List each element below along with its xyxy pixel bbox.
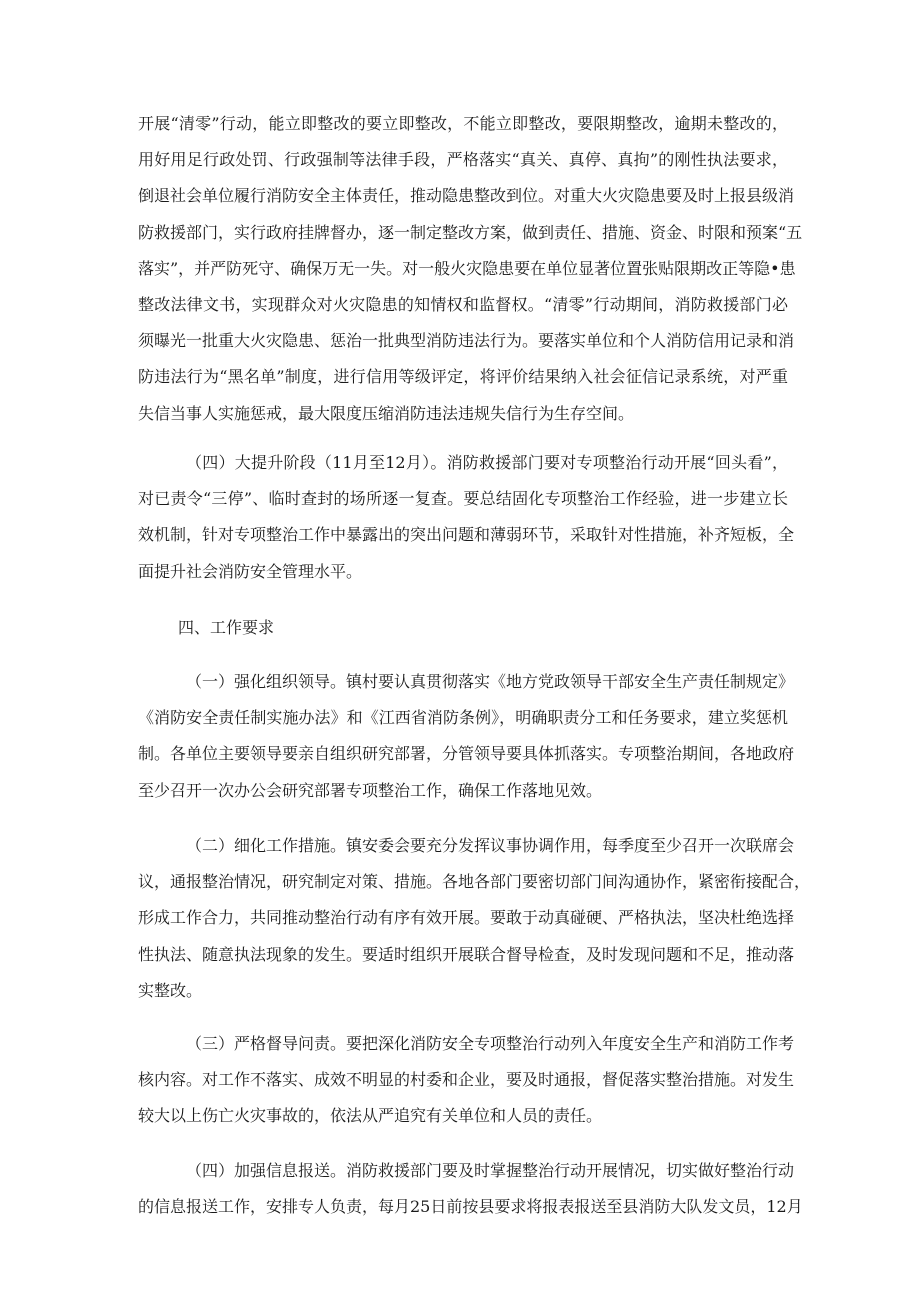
text-line: 实整改。 bbox=[138, 981, 203, 1000]
text-line: （四）大提升阶段（11月至12月）。消防救援部门要对专项整治行动开展“回头看”， bbox=[186, 453, 788, 472]
text-line: 较大以上伤亡火灾事故的，依法从严追究有关单位和人员的责任。 bbox=[138, 1106, 603, 1125]
text-line: 至少召开一次办公会研究部署专项整治工作，确保工作落地见效。 bbox=[138, 781, 603, 800]
text-line: 形成工作合力，共同推动整治行动有序有效开展。要敢于动真碰硬、严格执法，坚决杜绝选择 bbox=[138, 908, 795, 927]
heading-text: 四、工作要求 bbox=[178, 618, 275, 637]
text-line: 失信当事人实施惩戒，最大限度压缩消防违法违规失信行为生存空间。 bbox=[138, 404, 635, 423]
text-line: 面提升社会消防安全管理水平。 bbox=[138, 562, 363, 581]
text-line: 效机制，针对专项整治工作中暴露出的突出问题和薄弱环节，采取针对性措施，补齐短板，全 bbox=[138, 525, 795, 544]
text-line: 《消防安全责任制实施办法》和《江西省消防条例》，明确职责分工和任务要求，建立奖惩机 bbox=[138, 708, 788, 727]
text-line: 须曝光一批重大火灾隐患、惩治一批典型消防违法行为。要落实单位和个人消防信用记录和消 bbox=[138, 331, 795, 350]
text-line: （三）严格督导问责。要把深化消防安全专项整治行动列入年度安全生产和消防工作考 bbox=[186, 1034, 795, 1053]
text-line: 防违法行为“黑名单”制度，进行信用等级评定，将评价结果纳入社会征信记录系统，对严重 bbox=[138, 367, 788, 386]
text-line: 防救援部门，实行政府挂牌督办，逐一制定整改方案，做到责任、措施、资金、时限和预案“五 bbox=[138, 223, 803, 242]
text-line: （四）加强信息报送。消防救援部门要及时掌握整治行动开展情况，切实做好整治行动 bbox=[186, 1161, 795, 1180]
text-line: （一）强化组织领导。镇村要认真贯彻落实《地方党政领导干部安全生产责任制规定》 bbox=[186, 672, 795, 691]
text-line: 制。各单位主要领导要亲自组织研究部署，分管领导要具体抓落实。专项整治期间，各地政府 bbox=[138, 744, 795, 763]
text-line: 的信息报送工作，安排专人负责，每月25日前按县要求将报表报送至县消防大队发文员，12月 bbox=[138, 1197, 803, 1216]
text-line: 核内容。对工作不落实、成效不明显的村委和企业，要及时通报，督促落实整治措施。对发生 bbox=[138, 1070, 795, 1089]
text-line: 性执法、随意执法现象的发生。要适时组织开展联合督导检查，及时发现问题和不足，推动落 bbox=[138, 945, 795, 964]
text-line: 整改法律文书，实现群众对火灾隐患的知情权和监督权。“清零”行动期间，消防救援部门必 bbox=[138, 295, 788, 314]
text-line: 落实”，并严防死守、确保万无一失。对一般火灾隐患要在单位显著位置张贴限期改正等隐•患 bbox=[138, 259, 796, 278]
text-line: （二）细化工作措施。镇安委会要充分发挥议事协调作用，每季度至少召开一次联席会 bbox=[186, 836, 795, 855]
text-line: 倒退社会单位履行消防安全主体责任，推动隐患整改到位。对重大火灾隐患要及时上报县级消 bbox=[138, 186, 795, 205]
text-line: 对已责令“三停”、临时查封的场所逐一复查。要总结固化专项整治工作经验，进一步建立长 bbox=[138, 489, 788, 508]
text-line: 开展“清零”行动，能立即整改的要立即整改，不能立即整改，要限期整改，逾期未整改的， bbox=[138, 114, 788, 133]
text-line: 用好用足行政处罚、行政强制等法律手段，严格落实“真关、真停、真拘”的刚性执法要求， bbox=[138, 150, 788, 169]
text-line: 议，通报整治情况，研究制定对策、措施。各地各部门要密切部门间沟通协作，紧密衔接配合， bbox=[138, 872, 811, 891]
